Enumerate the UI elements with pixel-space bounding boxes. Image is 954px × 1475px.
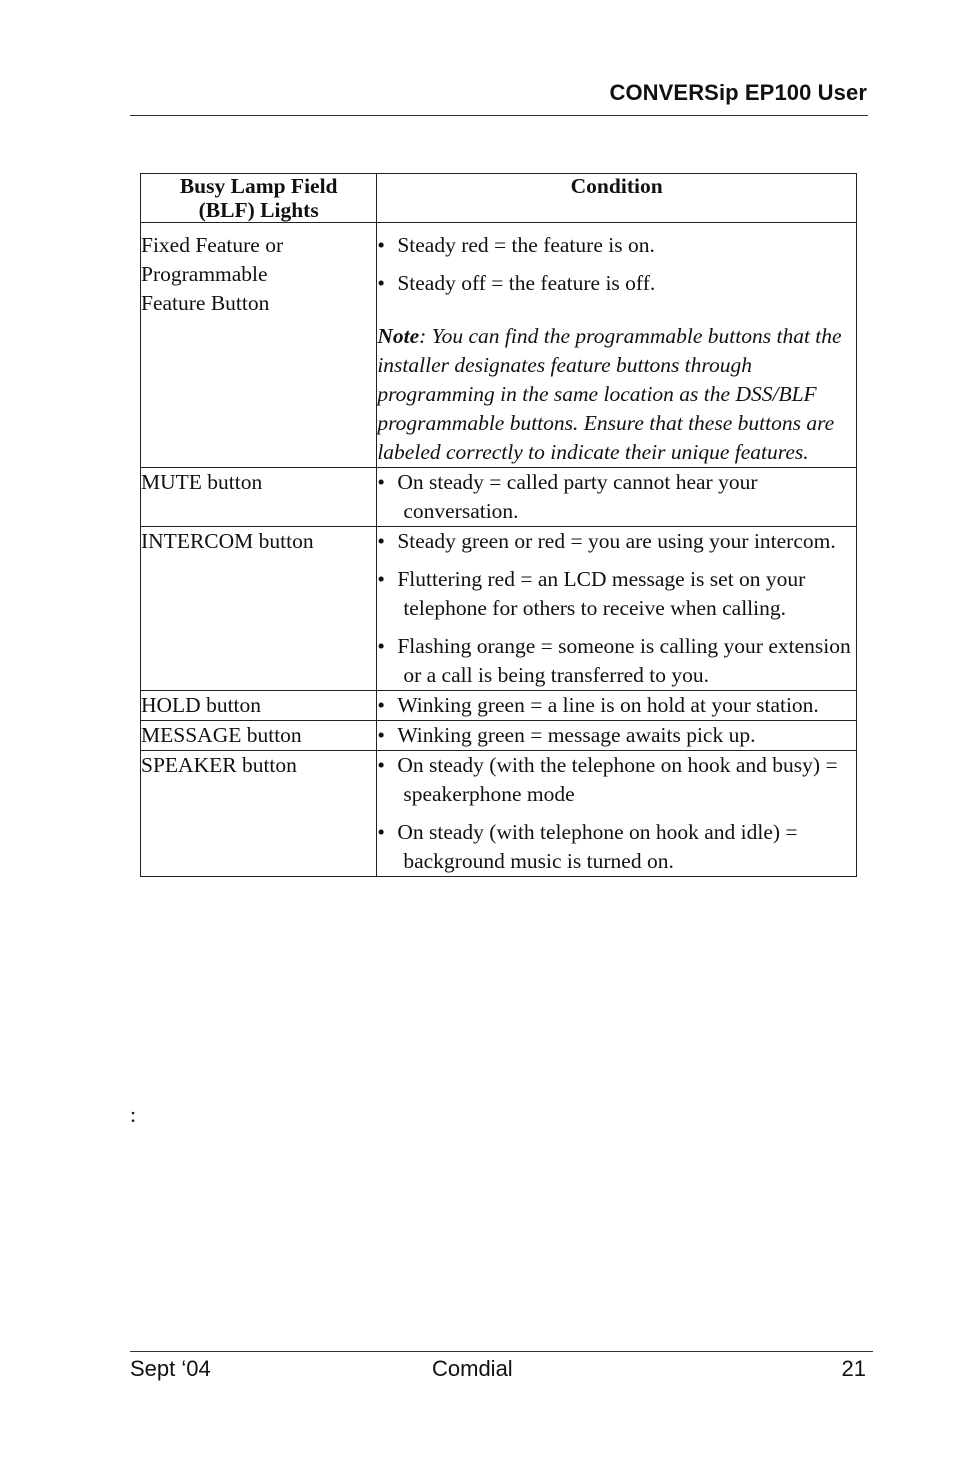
bullet-glyph: • [377, 820, 385, 844]
row-label-mute: MUTE button [141, 468, 377, 527]
condition-item [377, 231, 856, 260]
footer-date: Sept ‘04 [130, 1356, 211, 1381]
condition-text: On steady = called party cannot hear your conversation. [397, 470, 758, 523]
bullet-glyph: • [377, 753, 385, 777]
condition-text: Winking green = message awaits pick up. [397, 723, 756, 747]
bullet-glyph: • [377, 723, 385, 747]
row-label-intercom: INTERCOM button [141, 527, 377, 691]
row-label-line: Programmable [141, 262, 268, 286]
table-row-fixed-feature [141, 223, 857, 468]
row-label-line: Fixed Feature or [141, 233, 284, 257]
footer-publisher: Comdial [432, 1356, 513, 1381]
page-header-title: CONVERSip EP100 User [609, 80, 867, 105]
row-condition-hold [377, 691, 857, 721]
table-row-message [141, 721, 857, 751]
row-label-message: MESSAGE button [141, 721, 377, 751]
row-label-hold: HOLD button [141, 691, 377, 721]
condition-item [377, 721, 856, 750]
programmable-buttons-note [377, 322, 856, 467]
row-label-line: Feature Button [141, 291, 270, 315]
row-label-speaker: SPEAKER button [141, 751, 377, 877]
condition-text: Steady green or red = you are using your intercom. [397, 529, 836, 553]
condition-item [377, 691, 856, 720]
blf-lights-table [140, 173, 857, 877]
bullet-glyph: • [377, 693, 385, 717]
condition-text: Flashing orange = someone is calling your extension or a call is being transferred to you. [397, 634, 851, 687]
condition-item [377, 751, 856, 809]
table-row-intercom [141, 527, 857, 691]
row-condition-mute [377, 468, 857, 527]
row-condition-intercom [377, 527, 857, 691]
note-label: Note [377, 324, 420, 348]
row-condition-message [377, 721, 857, 751]
condition-item [377, 632, 856, 690]
column-header-line: (BLF) Lights [198, 198, 319, 222]
condition-item [377, 468, 856, 526]
stray-colon-mark: : [130, 1102, 137, 1127]
condition-text: On steady (with the telephone on hook and busy) = speakerphone mode [397, 753, 838, 806]
condition-text: Steady red = the feature is on. [397, 233, 655, 257]
column-header-blf-lights [141, 174, 377, 223]
column-header-condition: Condition [377, 174, 857, 223]
condition-item [377, 527, 856, 556]
bullet-glyph: • [377, 567, 385, 591]
condition-item [377, 818, 856, 876]
bullet-glyph: • [377, 271, 385, 295]
row-condition-speaker [377, 751, 857, 877]
note-text: : You can find the programmable buttons that the installer designates feature buttons through programming in the same location as the DSS/BLF programmable buttons. Ensure that these buttons are labeled correctly to indicate their unique features. [377, 324, 842, 464]
condition-text: Winking green = a line is on hold at your station. [397, 693, 819, 717]
table-header-row [141, 174, 857, 223]
condition-text: Steady off = the feature is off. [397, 271, 656, 295]
bullet-glyph: • [377, 470, 385, 494]
condition-text: Fluttering red = an LCD message is set on your telephone for others to receive when calling. [397, 567, 806, 620]
footer-page-number: 21 [841, 1356, 866, 1381]
table-row-speaker [141, 751, 857, 877]
footer-divider [130, 1351, 873, 1352]
bullet-glyph: • [377, 233, 385, 257]
table-row-mute [141, 468, 857, 527]
bullet-glyph: • [377, 634, 385, 658]
condition-item [377, 565, 856, 623]
condition-text: On steady (with telephone on hook and idle) = background music is turned on. [397, 820, 798, 873]
bullet-glyph: • [377, 529, 385, 553]
header-divider [130, 115, 868, 116]
table-row-hold [141, 691, 857, 721]
condition-item [377, 269, 856, 298]
row-label-fixed-feature [141, 223, 377, 468]
column-header-line: Busy Lamp Field [179, 174, 338, 198]
row-condition-fixed-feature [377, 223, 857, 468]
